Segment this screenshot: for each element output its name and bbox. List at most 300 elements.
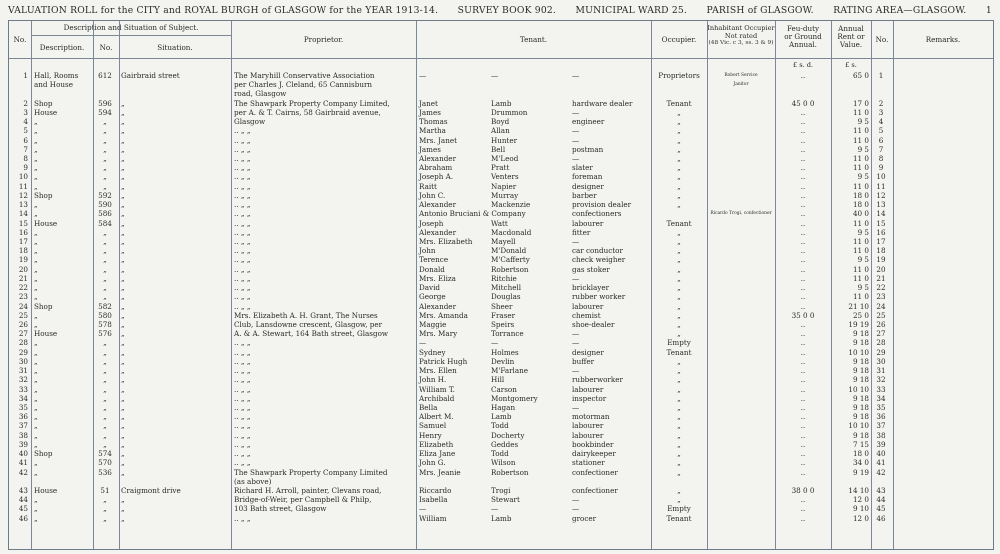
annual-value-cell: 9 5 [857,144,869,154]
situation-cell: „ [121,218,125,228]
feu-duty-cell: .. [800,218,806,228]
row-number-right: 39 [876,439,886,449]
tenant-surname-cell: Carson [491,384,517,394]
row-number-right: 44 [876,495,886,505]
description-cell: „ [34,338,38,348]
tenant-first-name-cell: Mrs. Amanda [419,310,468,320]
occupier-cell: „ [677,439,681,449]
proprietor-cell: .. „ „ [234,273,251,283]
tenant-first-name-cell: Janet [419,98,438,108]
feu-duty-cell: .. [800,439,806,449]
street-number-cell: 580 [98,310,112,320]
street-number-cell: „ [103,163,107,173]
occupier-cell: „ [677,430,681,440]
row-number-right: 14 [876,209,886,219]
feu-duty-cell: .. [800,319,806,329]
description-cell: „ [34,154,38,163]
annual-value-cell: 34 0 [852,458,869,468]
row-number: 22 [18,283,28,293]
tenant-surname-cell: Allan [491,126,510,136]
situation-cell: „ [121,347,125,357]
tenant-surname-cell: Mitchell [491,283,522,293]
row-number: 8 [23,154,28,163]
annual-value-cell: 11 0 [852,126,869,136]
tenant-first-name-cell: Joseph A. [419,172,454,182]
feu-duty-cell: .. [800,154,806,163]
feu-duty-cell: 38 0 0 [791,485,815,495]
description-cell: „ [34,237,38,246]
tenant-occupation-cell: car conductor [572,246,623,256]
street-number-cell: 578 [98,319,112,329]
situation-cell: „ [121,126,125,136]
feu-duty-cell: .. [800,237,806,246]
row-number-right: 5 [878,126,884,136]
row-number: 37 [18,421,28,431]
row-number-right: 30 [876,356,886,366]
tenant-surname-cell: — [491,71,499,80]
tenant-surname-cell: Montgomery [491,393,538,403]
row-number: 31 [18,366,28,375]
tenant-occupation-cell: buffer [572,356,595,366]
feu-duty-cell: .. [800,375,806,385]
occupier-cell: „ [677,310,681,320]
row-number-right: 37 [876,421,886,431]
description-cell: Shop [34,449,53,458]
situation-cell: „ [121,301,125,311]
street-number-cell: 582 [98,301,112,311]
tenant-occupation-cell: check weigher [572,255,626,265]
tenant-first-name-cell: — [419,71,427,80]
annual-value-cell: 12 0 [852,495,869,505]
row-number-right: 32 [876,375,886,385]
proprietor-cell: .. „ „ [234,430,251,440]
tenant-surname-cell: Murray [491,190,519,200]
situation-cell: „ [121,338,125,348]
situation-cell: „ [121,237,125,246]
street-number-cell: 612 [98,71,112,80]
row-number: 38 [18,430,28,440]
annual-value-cell: 18 0 [852,449,869,458]
street-number-cell: „ [103,126,107,136]
annual-value-cell: 12 0 [852,513,869,523]
page-title [8,5,992,18]
feu-duty-cell: .. [800,135,806,145]
description-cell: House [34,107,58,117]
street-number-cell: „ [103,439,107,449]
row-number-right: 18 [876,246,886,256]
row-number: 30 [18,356,28,366]
row-number: 39 [18,439,28,449]
proprietor-cell: A. & A. Stewart, 164 Bath street, Glasgow [234,329,389,339]
tenant-occupation-cell: stationer [572,458,605,468]
street-number-cell: „ [103,513,107,523]
situation-cell: „ [121,135,125,145]
tenant-first-name-cell: John H. [419,375,447,385]
occupier-cell: „ [677,495,681,505]
annual-value-cell: 11 0 [852,154,869,163]
street-number-cell: „ [103,246,107,256]
description-cell: „ [34,255,38,265]
street-number-cell: 592 [98,190,112,200]
description-cell: „ [34,366,38,375]
row-number: 15 [18,218,28,228]
street-number-cell: „ [103,412,107,422]
occupier-cell: „ [677,172,681,182]
occupier-cell: „ [677,227,681,237]
street-number-cell: „ [103,283,107,293]
tenant-occupation-cell: grocer [572,513,597,523]
row-number-right: 13 [876,200,886,210]
feu-duty-cell: .. [800,71,806,80]
header-no: No. [13,35,27,44]
occupier-cell: „ [677,190,681,200]
street-number-cell: 584 [98,218,112,228]
tenant-first-name-cell: Abraham [419,163,453,173]
feu-duty-cell: .. [800,255,806,265]
tenant-surname-cell: Bell [491,144,506,154]
annual-value-cell: 11 0 [852,292,869,302]
page-number: 1 [985,5,992,16]
row-number: 21 [18,273,28,283]
header-description-group: Description and Situation of Subject. [63,23,199,32]
proprietor-cell: per A. & T. Cairns, 58 Gairbraid avenue, [234,107,381,117]
tenant-first-name-cell: Elizabeth [419,439,454,449]
header-occupier: Occupier. [661,35,697,44]
tenant-occupation-cell: bricklayer [572,283,610,293]
feu-duty-cell: .. [800,227,806,237]
row-number: 36 [18,412,28,422]
feu-units: £ s. d. [792,61,814,69]
annual-value-cell: 9 18 [852,393,869,403]
proprietor-cell: .. „ „ [234,264,251,274]
feu-duty-cell: .. [800,366,806,375]
occupier-cell: „ [677,135,681,145]
header-number: No. [99,43,113,52]
column-rule [707,21,708,549]
description-cell: „ [34,384,38,394]
tenant-surname-cell: M'Donald [491,246,527,256]
tenant-first-name-cell: Mrs. Elizabeth [419,237,473,246]
proprietor-cell: Mrs. Elizabeth A. H. Grant, The Nurses [234,310,378,320]
proprietor-cell: .. „ „ [234,458,251,468]
row-number-right: 12 [876,190,886,200]
street-number-cell: 586 [98,209,112,219]
column-rule [93,21,94,549]
occupier-cell: „ [677,255,681,265]
header-annual-line3: Value. [839,40,863,49]
occupier-cell: „ [677,126,681,136]
tenant-occupation-cell: labourer [572,218,604,228]
tenant-first-name-cell: — [419,338,427,348]
street-number-cell: „ [103,347,107,357]
occupier-cell: „ [677,292,681,302]
tenant-surname-cell: Watt [491,218,508,228]
occupier-cell: Empty [667,338,691,348]
occupier-cell: Proprietors [658,71,700,80]
situation-cell: „ [121,154,125,163]
proprietor-cell: .. „ „ [234,449,251,458]
row-number-right: 3 [878,107,884,117]
street-number-cell: „ [103,384,107,394]
description-cell: „ [34,412,38,422]
annual-value-cell: 25 0 [852,310,869,320]
street-number-cell: 594 [98,107,112,117]
annual-value-cell: 9 18 [852,430,869,440]
proprietor-cell: The Maryhill Conservative Association [234,71,375,80]
feu-duty-cell: .. [800,264,806,274]
row-number-right: 27 [876,329,886,339]
situation-cell: „ [121,246,125,256]
tenant-occupation-cell: — [572,237,580,246]
occupier-cell: „ [677,264,681,274]
row-number: 17 [18,237,28,246]
proprietor-cell: Glasgow [234,117,266,127]
row-number: 7 [23,144,28,154]
situation-cell: „ [121,356,125,366]
street-number-cell: „ [103,356,107,366]
description-cell: „ [34,513,38,523]
title-parish: PARISH of GLASGOW. [706,5,814,16]
annual-value-cell: 9 18 [852,329,869,339]
row-number: 40 [18,449,28,458]
feu-duty-cell: .. [800,467,806,477]
row-number: 33 [18,384,28,394]
row-number-right: 29 [876,347,886,357]
annual-value-cell: 65 0 [852,71,869,80]
feu-duty-cell: .. [800,347,806,357]
row-number: 27 [18,329,28,339]
tenant-occupation-cell: designer [572,347,604,357]
description-cell: „ [34,135,38,145]
situation-cell: „ [121,393,125,403]
proprietor-cell: .. „ „ [234,338,251,348]
situation-cell: „ [121,163,125,173]
description-cell: „ [34,467,38,477]
annual-value-cell: 9 18 [852,412,869,422]
annual-value-cell: 11 0 [852,264,869,274]
feu-duty-cell: .. [800,513,806,523]
occupier-cell: „ [677,273,681,283]
tenant-occupation-cell: — [572,329,580,339]
feu-duty-cell: .. [800,338,806,348]
row-number: 24 [18,301,28,311]
feu-duty-cell: .. [800,209,806,219]
tenant-occupation-cell: dairykeeper [572,449,616,458]
header-inhabitant-line1: Inhabitant Occupier [707,24,775,32]
tenant-first-name-cell: Henry [419,430,442,440]
proprietor-cell: Bridge-of-Weir, per Campbell & Philp, [234,495,372,505]
description-cell: „ [34,356,38,366]
tenant-occupation-cell: engineer [572,117,605,127]
feu-duty-cell: .. [800,356,806,366]
situation-cell: „ [121,107,125,117]
tenant-first-name-cell: Joseph [419,218,444,228]
proprietor-cell: .. „ „ [234,190,251,200]
description-cell: „ [34,117,38,127]
row-number: 18 [18,246,28,256]
tenant-first-name-cell: Terence [419,255,449,265]
feu-duty-cell: .. [800,430,806,440]
annual-value-cell: 9 19 [852,467,869,477]
tenant-first-name-cell: Mrs. Ellen [419,366,457,375]
proprietor-cell: (as above) [234,476,272,486]
tenant-first-name-cell: Samuel [419,421,447,431]
tenant-surname-cell: Lamb [491,513,512,523]
description-cell: Hall, Rooms [34,71,79,80]
occupier-cell: „ [677,154,681,163]
column-rule [775,21,776,549]
proprietor-cell: .. „ „ [234,513,251,523]
situation-cell: „ [121,439,125,449]
annual-value-cell: 14 10 [848,485,869,495]
occupier-cell: Empty [667,504,691,514]
tenant-occupation-cell: designer [572,181,604,191]
row-number-right: 1 [878,71,884,80]
street-number-cell: 596 [98,98,112,108]
occupier-cell: „ [677,181,681,191]
annual-value-cell: 11 0 [852,163,869,173]
occupier-cell: „ [677,458,681,468]
row-number: 1 [23,71,28,80]
inhabitant-cell: Janitor [733,82,749,88]
occupier-cell: „ [677,449,681,458]
tenant-first-name-cell: Mrs. Eliza [419,273,456,283]
description-cell: „ [34,209,38,219]
tenant-first-name-cell: David [419,283,441,293]
occupier-cell: „ [677,319,681,329]
header-feu-line3: Annual. [789,40,817,49]
feu-duty-cell: .. [800,246,806,256]
row-number: 3 [23,107,28,117]
feu-duty-cell: .. [800,495,806,505]
occupier-cell: „ [677,117,681,127]
proprietor-cell: .. „ „ [234,421,251,431]
row-number-right: 41 [876,458,886,468]
proprietor-cell: road, Glasgow [234,89,287,99]
header-description: Description. [39,43,85,52]
tenant-occupation-cell: fitter [572,227,591,237]
description-cell: Shop [34,98,53,108]
situation-cell: Gairbraid street [121,71,180,80]
title-roll: VALUATION ROLL for the CITY and ROYAL BURGH of GLASGOW for the YEAR 1913-14. [8,5,439,16]
tenant-first-name-cell: James [419,144,441,154]
row-number-right: 25 [876,310,886,320]
tenant-occupation-cell: — [572,126,580,136]
tenant-first-name-cell: William [419,513,447,523]
street-number-cell: „ [103,172,107,182]
row-number: 29 [18,347,28,357]
column-rule [893,21,894,549]
header-feu-duty [775,25,831,49]
tenant-first-name-cell: Alexander [419,154,457,163]
annual-value-cell: 11 0 [852,237,869,246]
annual-value-cell: 9 10 [852,504,869,514]
row-number: 23 [18,292,28,302]
tenant-first-name-cell: Maggie [419,319,447,329]
situation-cell: „ [121,329,125,339]
tenant-surname-cell: M'Cafferty [491,255,530,265]
street-number-cell: 51 [100,485,110,495]
situation-cell: „ [121,402,125,412]
street-number-cell: „ [103,292,107,302]
description-cell: „ [34,375,38,385]
tenant-first-name-cell: John C. [419,190,446,200]
column-rule [231,21,232,549]
title-rating-area: RATING AREA—GLASGOW. [833,5,967,16]
row-number: 28 [18,338,28,348]
annual-units: £ s. [845,61,857,69]
tenant-occupation-cell: labourer [572,421,604,431]
header-annual [831,25,871,49]
tenant-surname-cell: M'Leod [491,154,519,163]
occupier-cell: „ [677,237,681,246]
tenant-occupation-cell: provision dealer [572,200,632,210]
proprietor-cell: .. „ „ [234,292,251,302]
feu-duty-cell: .. [800,393,806,403]
row-number-right: 35 [876,402,886,412]
row-number-right: 38 [876,430,886,440]
proprietor-cell: .. „ „ [234,218,251,228]
tenant-surname-cell: Mackenzie [491,200,531,210]
row-number-right: 26 [876,319,886,329]
tenant-surname-cell: Fraser [491,310,516,320]
street-number-cell: „ [103,393,107,403]
description-cell: House [34,485,58,495]
proprietor-cell: .. „ „ [234,393,251,403]
situation-cell: „ [121,384,125,394]
tenant-occupation-cell: — [572,338,580,348]
description-cell: „ [34,283,38,293]
row-number-right: 16 [876,227,886,237]
feu-duty-cell: .. [800,421,806,431]
street-number-cell: „ [103,264,107,274]
description-cell: „ [34,246,38,256]
description-cell: „ [34,421,38,431]
row-number: 12 [18,190,28,200]
occupier-cell: „ [677,402,681,412]
feu-duty-cell: .. [800,181,806,191]
tenant-occupation-cell: rubber worker [572,292,626,302]
situation-cell: „ [121,310,125,320]
situation-cell: „ [121,227,125,237]
tenant-occupation-cell: shoe-dealer [572,319,615,329]
tenant-occupation-cell: postman [572,144,604,154]
tenant-occupation-cell: — [572,504,580,514]
street-number-cell: „ [103,495,107,505]
feu-duty-cell: .. [800,384,806,394]
proprietor-cell: .. „ „ [234,347,251,357]
annual-value-cell: 9 18 [852,338,869,348]
row-number-right: 2 [878,98,884,108]
situation-cell: „ [121,449,125,458]
tenant-occupation-cell: — [572,71,580,80]
street-number-cell: 574 [98,449,112,458]
situation-cell: Craigmont drive [121,485,181,495]
inhabitant-cell: Robert Service [724,73,758,78]
row-number: 11 [18,181,28,191]
tenant-occupation-cell: confectioner [572,485,618,495]
tenant-occupation-cell: barber [572,190,597,200]
feu-duty-cell: .. [800,172,806,182]
tenant-surname-cell: Todd [491,449,509,458]
column-rule [119,21,120,549]
description-cell: „ [34,310,38,320]
proprietor-cell: .. „ „ [234,301,251,311]
description-cell: and House [34,80,73,90]
tenant-surname-cell: Lamb [491,98,512,108]
row-number: 43 [18,485,28,495]
annual-value-cell: 11 0 [852,218,869,228]
